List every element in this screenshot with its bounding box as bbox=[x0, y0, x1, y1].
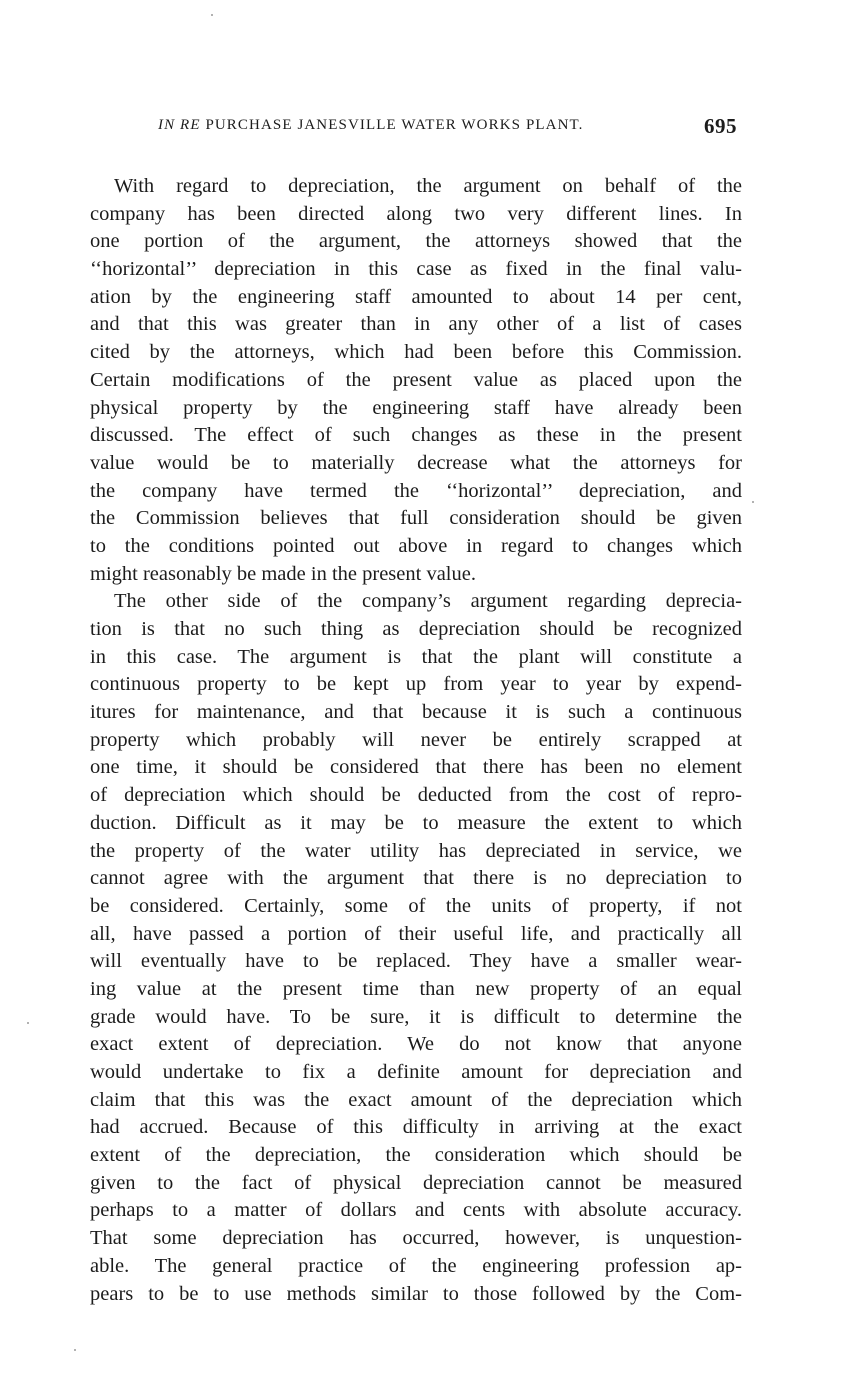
text-line: in this case. The argument is that the plant will constitute a bbox=[90, 645, 742, 668]
running-header bbox=[0, 114, 867, 144]
text-line: the property of the water utility has depreciated in service, we bbox=[90, 839, 742, 862]
scan-speck bbox=[752, 501, 754, 503]
text-line: tion is that no such thing as depreciation should be recognized bbox=[90, 618, 742, 640]
body-text bbox=[90, 173, 742, 1308]
text-line: property which probably will never be entirely scrapped at bbox=[90, 728, 742, 751]
text-line: With regard to depreciation, the argument on behalf of the bbox=[114, 175, 742, 197]
text-line: might reasonably be made in the present value. bbox=[90, 562, 476, 585]
text-line: value would be to materially decrease what the attorneys for bbox=[90, 451, 742, 474]
text-line: itures for maintenance, and that because it is such a continuous bbox=[90, 701, 742, 724]
text-line: That some depreciation has occurred, however, is unquestion- bbox=[90, 1227, 742, 1250]
scan-speck bbox=[211, 14, 213, 16]
running-title-italic: IN RE bbox=[158, 117, 201, 133]
paragraph-1 bbox=[90, 173, 742, 588]
text-line: grade would have. To be sure, it is difficult to determine the bbox=[90, 1005, 742, 1028]
text-line: exact extent of depreciation. We do not know that anyone bbox=[90, 1033, 742, 1056]
running-title-text: PURCHASE JANESVILLE WATER WORKS PLANT. bbox=[205, 117, 584, 133]
scan-speck bbox=[27, 1022, 29, 1024]
text-line: company has been directed along two very different lines. In bbox=[90, 202, 742, 225]
paragraph-2 bbox=[90, 588, 742, 1308]
text-line: will eventually have to be replaced. They have a smaller wear- bbox=[90, 950, 742, 973]
text-line: discussed. The effect of such changes as these in the present bbox=[90, 424, 742, 447]
text-line: would undertake to fix a definite amount for depreciation and bbox=[90, 1061, 742, 1083]
text-line: able. The general practice of the engineering profession ap- bbox=[90, 1254, 742, 1277]
text-line: given to the fact of physical depreciation cannot be measured bbox=[90, 1171, 742, 1194]
text-line: ‘‘horizontal’’ depreciation in this case as fixed in the final valu- bbox=[90, 258, 742, 281]
text-line: pears to be to use methods similar to those followed by the Com- bbox=[90, 1282, 742, 1305]
text-line: Certain modifications of the present value as placed upon the bbox=[90, 368, 742, 391]
scan-speck bbox=[74, 1349, 76, 1351]
text-line: and that this was greater than in any other of a list of cases bbox=[90, 313, 742, 336]
text-line: continuous property to be kept up from year to year by expend- bbox=[90, 673, 742, 696]
text-line: cannot agree with the argument that there is no depreciation to bbox=[90, 867, 742, 890]
text-line: of depreciation which should be deducted from the cost of repro- bbox=[90, 784, 742, 807]
text-line: the Commission believes that full consideration should be given bbox=[90, 507, 742, 530]
text-line: physical property by the engineering staff have already been bbox=[90, 396, 742, 419]
text-line: ing value at the present time than new property of an equal bbox=[90, 977, 742, 1000]
text-line: all, have passed a portion of their useful life, and practically all bbox=[90, 922, 742, 945]
text-line: one portion of the argument, the attorneys showed that the bbox=[90, 230, 742, 253]
text-line: extent of the depreciation, the consideration which should be bbox=[90, 1144, 742, 1167]
text-line: the company have termed the ‘‘horizontal’’ depreciation, and bbox=[90, 479, 742, 502]
text-line: duction. Difficult as it may be to measure the extent to which bbox=[90, 811, 742, 834]
text-line: perhaps to a matter of dollars and cents with absolute accuracy. bbox=[90, 1199, 742, 1222]
text-line: had accrued. Because of this difficulty in arriving at the exact bbox=[90, 1116, 742, 1139]
running-title bbox=[158, 117, 584, 134]
text-line: to the conditions pointed out above in regard to changes which bbox=[90, 534, 742, 557]
text-line: ation by the engineering staff amounted to about 14 per cent, bbox=[90, 285, 742, 308]
text-line: cited by the attorneys, which had been before this Commission. bbox=[90, 341, 742, 364]
text-line: one time, it should be considered that there has been no element bbox=[90, 756, 742, 779]
page-number: 695 bbox=[704, 114, 737, 138]
text-line: The other side of the company’s argument regarding deprecia- bbox=[114, 590, 742, 613]
text-line: be considered. Certainly, some of the units of property, if not bbox=[90, 894, 742, 917]
text-line: claim that this was the exact amount of the depreciation which bbox=[90, 1088, 742, 1111]
